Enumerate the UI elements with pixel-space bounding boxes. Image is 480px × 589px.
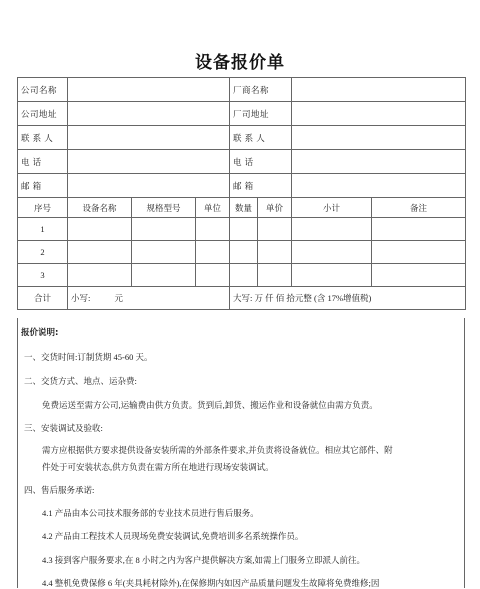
cell-price[interactable] bbox=[258, 218, 292, 241]
upper-amount-field[interactable]: 大写: 万 仟 佰 拾元整 (含 17%增值税) bbox=[230, 287, 466, 310]
cell-subtotal[interactable] bbox=[292, 218, 372, 241]
vendor-name-field[interactable] bbox=[292, 78, 466, 102]
col-subtotal-header: 小计 bbox=[292, 198, 372, 218]
company-address-label: 公司地址 bbox=[18, 102, 68, 126]
quotation-form bbox=[17, 77, 466, 310]
col-index-header: 序号 bbox=[18, 198, 68, 218]
contact-label: 联 系 人 bbox=[18, 126, 68, 150]
col-model-header: 规格型号 bbox=[132, 198, 196, 218]
note-installation-heading: 三、安装调试及验收: bbox=[24, 423, 103, 433]
cell-remark[interactable] bbox=[372, 264, 466, 287]
row-index: 2 bbox=[18, 241, 68, 264]
note-delivery-method-heading: 二、交货方式、地点、运杂费: bbox=[24, 376, 137, 386]
cell-model[interactable] bbox=[132, 218, 196, 241]
note-service-4-1: 4.1 产品由本公司技术服务部的专业技术员进行售后服务。 bbox=[42, 508, 259, 518]
vendor-name-label: 厂商名称 bbox=[230, 78, 292, 102]
table-row bbox=[18, 264, 466, 287]
note-service-4-4: 4.4 整机免费保修 6 年(夹具耗材除外),在保修期内如因产品质量问题发生故障将免费维修;因 bbox=[42, 578, 380, 588]
vendor-address-label: 厂司地址 bbox=[230, 102, 292, 126]
total-row bbox=[18, 287, 466, 310]
phone-field[interactable] bbox=[68, 150, 230, 174]
phone-label: 电 话 bbox=[18, 150, 68, 174]
cell-subtotal[interactable] bbox=[292, 241, 372, 264]
cell-subtotal[interactable] bbox=[292, 264, 372, 287]
vendor-postcode-label: 邮 箱 bbox=[230, 174, 292, 198]
vendor-postcode-field[interactable] bbox=[292, 174, 466, 198]
row-index: 3 bbox=[18, 264, 68, 287]
table-row bbox=[18, 241, 466, 264]
col-remark-header: 备注 bbox=[372, 198, 466, 218]
contact-field[interactable] bbox=[68, 126, 230, 150]
note-service-heading: 四、售后服务承诺: bbox=[24, 485, 95, 495]
note-delivery-time: 一、交货时间:订制货期 45-60 天。 bbox=[24, 352, 153, 362]
cell-name[interactable] bbox=[68, 218, 132, 241]
lower-unit: 元 bbox=[114, 293, 124, 303]
page-title: 设备报价单 bbox=[195, 53, 285, 73]
company-address-row bbox=[18, 102, 466, 126]
cell-name[interactable] bbox=[68, 264, 132, 287]
company-address-field[interactable] bbox=[68, 102, 230, 126]
note-delivery-method: 免费运送至需方公司,运输费由供方负责。货到后,卸货、搬运作业和设备就位由需方负责。 bbox=[42, 400, 378, 410]
col-name-header: 设备名称 bbox=[68, 198, 132, 218]
vendor-contact-label: 联 系 人 bbox=[230, 126, 292, 150]
company-name-field[interactable] bbox=[68, 78, 230, 102]
item-header-row bbox=[18, 198, 466, 218]
cell-qty[interactable] bbox=[230, 241, 258, 264]
lower-amount-field[interactable] bbox=[68, 287, 230, 310]
vendor-contact-field[interactable] bbox=[292, 126, 466, 150]
note-installation-1: 需方应根据供方要求提供设备安装所需的外部条件要求,并负责将设备就位。相应其它部件、附 bbox=[42, 445, 393, 455]
cell-unit[interactable] bbox=[196, 218, 230, 241]
table-row bbox=[18, 218, 466, 241]
cell-qty[interactable] bbox=[230, 218, 258, 241]
cell-unit[interactable] bbox=[196, 264, 230, 287]
notes-heading: 报价说明: bbox=[21, 328, 59, 338]
total-label: 合计 bbox=[18, 287, 68, 310]
vendor-address-field[interactable] bbox=[292, 102, 466, 126]
company-name-label: 公司名称 bbox=[18, 78, 68, 102]
vendor-phone-label: 电 话 bbox=[230, 150, 292, 174]
note-service-4-3: 4.3 接到客户服务要求,在 8 小时之内为客户提供解决方案,如需上门服务立即派人前往。 bbox=[42, 555, 366, 565]
cell-qty[interactable] bbox=[230, 264, 258, 287]
col-unit-header: 单位 bbox=[196, 198, 230, 218]
cell-price[interactable] bbox=[258, 241, 292, 264]
note-service-4-2: 4.2 产品由工程技术人员现场免费安装调试,免费培训多名系统操作员。 bbox=[42, 531, 304, 541]
col-price-header: 单价 bbox=[258, 198, 292, 218]
cell-name[interactable] bbox=[68, 241, 132, 264]
phone-row bbox=[18, 150, 466, 174]
vendor-phone-field[interactable] bbox=[292, 150, 466, 174]
postcode-row bbox=[18, 174, 466, 198]
postcode-field[interactable] bbox=[68, 174, 230, 198]
company-name-row bbox=[18, 78, 466, 102]
contact-row bbox=[18, 126, 466, 150]
note-installation-2: 件处于可安装状态,供方负责在需方所在地进行现场安装调试。 bbox=[42, 462, 274, 472]
cell-remark[interactable] bbox=[372, 241, 466, 264]
quotation-notes bbox=[17, 318, 465, 588]
cell-remark[interactable] bbox=[372, 218, 466, 241]
col-qty-header: 数量 bbox=[230, 198, 258, 218]
postcode-label: 邮 箱 bbox=[18, 174, 68, 198]
cell-model[interactable] bbox=[132, 264, 196, 287]
cell-model[interactable] bbox=[132, 241, 196, 264]
cell-price[interactable] bbox=[258, 264, 292, 287]
row-index: 1 bbox=[18, 218, 68, 241]
lower-label: 小写: bbox=[71, 293, 91, 303]
cell-unit[interactable] bbox=[196, 241, 230, 264]
